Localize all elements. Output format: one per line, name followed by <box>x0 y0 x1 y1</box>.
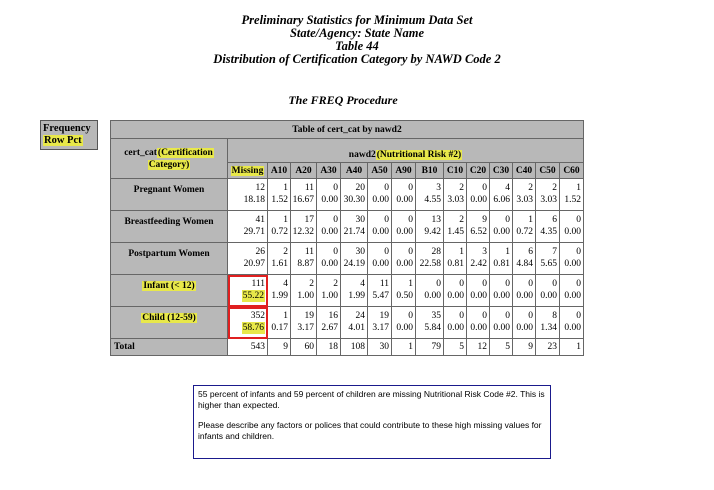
cell-row-pct: 0.00 <box>396 195 413 205</box>
cell-frequency: 0 <box>459 311 464 321</box>
total-cell: 60 <box>291 339 317 356</box>
cell-frequency: 7 <box>552 247 557 257</box>
table-cell <box>467 179 490 211</box>
table-cell <box>228 211 268 243</box>
cell-frequency: 1 <box>459 247 464 257</box>
cell-row-pct: 1.34 <box>540 323 557 333</box>
cell-frequency: 4 <box>505 183 510 193</box>
table-cell <box>467 243 490 275</box>
cell-frequency: 8 <box>552 311 557 321</box>
table-caption: Table of cert_cat by nawd2 <box>111 121 584 139</box>
table-cell <box>513 179 536 211</box>
cell-row-pct: 4.01 <box>348 323 365 333</box>
cell-row-pct: 0.00 <box>470 323 487 333</box>
cell-row-pct: 0.81 <box>493 259 510 269</box>
cell-row-pct: 9.42 <box>424 227 441 237</box>
row-variable-label-2: Category) <box>148 159 190 170</box>
cell-frequency: 0 <box>576 247 581 257</box>
cell-frequency: 1 <box>505 247 510 257</box>
cell-frequency: 26 <box>255 247 265 257</box>
cell-frequency: 0 <box>384 215 389 225</box>
cell-frequency: 16 <box>328 311 338 321</box>
column-header: A90 <box>392 163 416 179</box>
cell-row-pct: 0.00 <box>424 291 441 301</box>
table-row <box>111 179 584 211</box>
cell-frequency: 20 <box>355 183 365 193</box>
cell-frequency: 4 <box>360 279 365 289</box>
cell-frequency: 9 <box>482 215 487 225</box>
cell-frequency: 0 <box>384 183 389 193</box>
column-header: C60 <box>560 163 584 179</box>
table-cell <box>268 243 291 275</box>
cell-frequency: 3 <box>436 183 441 193</box>
cell-row-pct: 0.00 <box>372 259 389 269</box>
cell-row-pct: 20.97 <box>243 259 265 269</box>
cell-frequency: 2 <box>459 183 464 193</box>
cell-frequency: 1 <box>408 279 413 289</box>
cell-row-pct: 0.00 <box>396 323 413 333</box>
cell-row-pct: 0.00 <box>516 323 533 333</box>
table-cell <box>341 179 368 211</box>
table-cell <box>467 275 490 307</box>
cell-row-pct: 2.42 <box>470 259 487 269</box>
table-cell <box>490 307 513 339</box>
cell-frequency: 2 <box>333 279 338 289</box>
total-cell: 79 <box>416 339 444 356</box>
table-cell <box>228 275 268 307</box>
cell-frequency: 0 <box>482 279 487 289</box>
cell-frequency: 12 <box>255 183 265 193</box>
state-agency-line: State/Agency: State Name <box>289 26 424 40</box>
table-cell <box>291 179 317 211</box>
cell-row-pct: 0.81 <box>447 259 464 269</box>
cell-frequency: 1 <box>283 311 288 321</box>
cell-frequency: 11 <box>379 279 389 289</box>
table-cell <box>341 243 368 275</box>
table-cell <box>560 179 584 211</box>
table-row <box>111 307 584 339</box>
cell-legend <box>40 120 98 150</box>
table-cell <box>317 243 341 275</box>
table-cell <box>368 275 392 307</box>
table-cell <box>416 275 444 307</box>
cell-frequency: 1 <box>576 183 581 193</box>
cell-row-pct: 0.00 <box>540 291 557 301</box>
cell-frequency: 2 <box>552 183 557 193</box>
table-cell <box>560 307 584 339</box>
table-cell <box>490 179 513 211</box>
total-cell: 108 <box>341 339 368 356</box>
cell-row-pct: 21.74 <box>343 227 365 237</box>
cell-row-pct: 1.00 <box>297 291 314 301</box>
table-cell <box>268 307 291 339</box>
cell-row-pct: 18.18 <box>243 195 265 205</box>
cell-frequency: 19 <box>304 311 314 321</box>
table-cell <box>490 243 513 275</box>
table-cell <box>341 211 368 243</box>
cell-row-pct: 3.17 <box>372 323 389 333</box>
cell-row-pct: 0.50 <box>396 291 413 301</box>
column-variable-label: (Nutritional Risk #2) <box>376 150 462 160</box>
table-cell <box>228 243 268 275</box>
crosstab-table <box>110 120 584 356</box>
cell-row-pct: 12.32 <box>292 227 314 237</box>
cell-row-pct: 16.67 <box>292 195 314 205</box>
table-cell <box>341 275 368 307</box>
cell-row-pct: 1.45 <box>447 227 464 237</box>
table-cell <box>392 211 416 243</box>
cell-row-pct: 0.17 <box>271 323 288 333</box>
table-number: Table 44 <box>335 39 379 53</box>
cell-row-pct: 0.00 <box>470 291 487 301</box>
cell-frequency: 0 <box>333 183 338 193</box>
total-cell: 9 <box>268 339 291 356</box>
comment-box <box>193 385 551 459</box>
cell-row-pct: 1.00 <box>321 291 338 301</box>
table-row <box>111 243 584 275</box>
table-cell <box>444 243 467 275</box>
cell-frequency: 0 <box>576 279 581 289</box>
row-variable-label: (Certification <box>157 147 213 158</box>
cell-frequency: 0 <box>408 247 413 257</box>
cell-row-pct: 0.00 <box>447 291 464 301</box>
procedure-title: The FREQ Procedure <box>288 93 398 107</box>
total-cell: 5 <box>444 339 467 356</box>
cell-row-pct: 0.72 <box>271 227 288 237</box>
table-cell <box>536 307 560 339</box>
cell-frequency: 30 <box>355 247 365 257</box>
table-cell <box>416 243 444 275</box>
cell-row-pct: 0.00 <box>372 227 389 237</box>
cell-row-pct: 6.06 <box>493 195 510 205</box>
table-cell <box>392 275 416 307</box>
cell-row-pct: 0.00 <box>564 227 581 237</box>
cell-frequency: 0 <box>482 311 487 321</box>
cell-row-pct: 55.22 <box>242 291 264 301</box>
cell-row-pct: 0.00 <box>321 227 338 237</box>
table-cell <box>444 179 467 211</box>
cell-row-pct: 0.00 <box>396 227 413 237</box>
column-variable-header <box>228 139 584 163</box>
cell-row-pct: 3.03 <box>540 195 557 205</box>
total-cell: 23 <box>536 339 560 356</box>
table-cell <box>317 307 341 339</box>
cell-row-pct: 4.55 <box>424 195 441 205</box>
column-variable-name: nawd2 <box>348 150 376 160</box>
cell-frequency: 2 <box>283 247 288 257</box>
comment-text-1: 55 percent of infants and 59 percent of children are missing Nutritional Risk Code #2. This is higher than expected. <box>198 389 545 410</box>
table-cell <box>368 179 392 211</box>
legend-frequency: Frequency <box>43 123 91 134</box>
cell-frequency: 17 <box>304 215 314 225</box>
row-variable-name: cert_cat <box>124 147 157 158</box>
table-row <box>111 211 584 243</box>
cell-row-pct: 1.52 <box>271 195 288 205</box>
row-label: Breastfeeding Women <box>111 211 228 243</box>
row-label: Postpartum Women <box>111 243 228 275</box>
cell-row-pct: 5.84 <box>424 323 441 333</box>
table-cell <box>368 211 392 243</box>
cell-frequency: 0 <box>333 247 338 257</box>
table-cell <box>368 243 392 275</box>
cell-row-pct: 0.00 <box>470 195 487 205</box>
table-cell <box>536 211 560 243</box>
cell-frequency: 28 <box>431 247 441 257</box>
cell-frequency: 2 <box>459 215 464 225</box>
column-header: C50 <box>536 163 560 179</box>
table-cell <box>467 307 490 339</box>
report-title: Preliminary Statistics for Minimum Data Set <box>241 13 473 27</box>
cell-row-pct: 4.35 <box>540 227 557 237</box>
cell-frequency: 41 <box>255 215 265 225</box>
table-cell <box>291 275 317 307</box>
cell-frequency: 3 <box>482 247 487 257</box>
total-cell: 543 <box>228 339 268 356</box>
table-cell <box>490 275 513 307</box>
cell-frequency: 11 <box>304 247 314 257</box>
cell-row-pct: 1.99 <box>348 291 365 301</box>
column-header: B10 <box>416 163 444 179</box>
cell-row-pct: 4.84 <box>516 259 533 269</box>
table-cell <box>416 211 444 243</box>
column-header: A50 <box>368 163 392 179</box>
cell-frequency: 0 <box>528 279 533 289</box>
table-cell <box>291 243 317 275</box>
cell-row-pct: 5.65 <box>540 259 557 269</box>
row-label: Child (12-59) <box>111 307 228 339</box>
cell-frequency: 4 <box>283 279 288 289</box>
cell-frequency: 0 <box>333 215 338 225</box>
table-cell <box>444 211 467 243</box>
cell-row-pct: 0.00 <box>372 195 389 205</box>
cell-frequency: 30 <box>355 215 365 225</box>
cell-frequency: 24 <box>355 311 365 321</box>
cell-row-pct: 30.30 <box>343 195 365 205</box>
cell-frequency: 0 <box>384 247 389 257</box>
table-cell <box>444 307 467 339</box>
comment-text-2: Please describe any factors or polices that could contribute to these high missing values for infants and children. <box>198 420 542 441</box>
table-cell <box>416 179 444 211</box>
table-cell <box>560 211 584 243</box>
cell-frequency: 0 <box>576 215 581 225</box>
table-cell <box>268 275 291 307</box>
cell-frequency: 1 <box>283 183 288 193</box>
cell-row-pct: 1.61 <box>271 259 288 269</box>
total-row <box>111 339 584 356</box>
cell-row-pct: 6.52 <box>470 227 487 237</box>
table-cell <box>513 211 536 243</box>
cell-row-pct: 2.67 <box>321 323 338 333</box>
cell-row-pct: 0.72 <box>516 227 533 237</box>
total-cell: 18 <box>317 339 341 356</box>
cell-frequency: 11 <box>304 183 314 193</box>
table-cell <box>291 211 317 243</box>
cell-frequency: 0 <box>552 279 557 289</box>
cell-frequency: 0 <box>436 279 441 289</box>
table-cell <box>560 243 584 275</box>
table-cell <box>268 179 291 211</box>
cell-frequency: 0 <box>459 279 464 289</box>
cell-row-pct: 58.76 <box>242 323 264 333</box>
table-cell <box>536 275 560 307</box>
total-cell: 1 <box>560 339 584 356</box>
column-header: C40 <box>513 163 536 179</box>
cell-row-pct: 24.19 <box>343 259 365 269</box>
table-cell <box>228 307 268 339</box>
table-cell <box>268 211 291 243</box>
report-titles <box>0 14 714 66</box>
cell-row-pct: 0.00 <box>564 291 581 301</box>
table-title: Distribution of Certification Category by NAWD Code 2 <box>213 52 501 66</box>
cell-frequency: 0 <box>482 183 487 193</box>
table-cell <box>392 179 416 211</box>
cell-row-pct: 29.71 <box>243 227 265 237</box>
cell-frequency: 0 <box>408 311 413 321</box>
cell-frequency: 0 <box>408 215 413 225</box>
cell-row-pct: 0.00 <box>564 323 581 333</box>
table-cell <box>416 307 444 339</box>
table-cell <box>317 275 341 307</box>
cell-frequency: 6 <box>528 247 533 257</box>
cell-row-pct: 3.03 <box>516 195 533 205</box>
cell-frequency: 0 <box>505 279 510 289</box>
cell-frequency: 13 <box>431 215 441 225</box>
table-cell <box>536 179 560 211</box>
total-cell: 5 <box>490 339 513 356</box>
table-cell <box>392 243 416 275</box>
column-header: A30 <box>317 163 341 179</box>
cell-row-pct: 0.00 <box>321 195 338 205</box>
column-header: C10 <box>444 163 467 179</box>
row-variable-header <box>111 139 228 179</box>
cell-row-pct: 0.00 <box>321 259 338 269</box>
cell-frequency: 0 <box>408 183 413 193</box>
cell-row-pct: 0.00 <box>447 323 464 333</box>
total-cell: 30 <box>368 339 392 356</box>
table-cell <box>291 307 317 339</box>
cell-frequency: 111 <box>251 279 265 289</box>
row-label: Pregnant Women <box>111 179 228 211</box>
total-cell: 9 <box>513 339 536 356</box>
table-cell <box>368 307 392 339</box>
total-cell: 1 <box>392 339 416 356</box>
cell-row-pct: 0.00 <box>396 259 413 269</box>
total-cell: 12 <box>467 339 490 356</box>
table-cell <box>317 179 341 211</box>
table-cell <box>341 307 368 339</box>
cell-row-pct: 22.58 <box>419 259 441 269</box>
cell-frequency: 19 <box>379 311 389 321</box>
total-label: Total <box>111 339 228 356</box>
table-cell <box>513 243 536 275</box>
cell-frequency: 35 <box>431 311 441 321</box>
table-row <box>111 275 584 307</box>
cell-frequency: 0 <box>505 311 510 321</box>
column-header: A20 <box>291 163 317 179</box>
cell-row-pct: 0.00 <box>493 291 510 301</box>
cell-row-pct: 0.00 <box>493 323 510 333</box>
row-label: Infant (< 12) <box>111 275 228 307</box>
column-header: A40 <box>341 163 368 179</box>
table-cell <box>444 275 467 307</box>
column-header: C30 <box>490 163 513 179</box>
legend-row-pct: Row Pct <box>44 135 82 146</box>
cell-frequency: 6 <box>552 215 557 225</box>
table-cell <box>560 275 584 307</box>
table-cell <box>228 179 268 211</box>
cell-frequency: 1 <box>283 215 288 225</box>
cell-frequency: 2 <box>528 183 533 193</box>
cell-frequency: 2 <box>309 279 314 289</box>
cell-row-pct: 5.47 <box>372 291 389 301</box>
column-header: C20 <box>467 163 490 179</box>
table-cell <box>513 275 536 307</box>
column-header: A10 <box>268 163 291 179</box>
cell-row-pct: 1.52 <box>564 195 581 205</box>
cell-row-pct: 3.03 <box>447 195 464 205</box>
table-cell <box>317 211 341 243</box>
cell-row-pct: 0.00 <box>564 259 581 269</box>
cell-row-pct: 3.17 <box>297 323 314 333</box>
table-cell <box>392 307 416 339</box>
cell-frequency: 352 <box>250 311 265 321</box>
cell-frequency: 0 <box>505 215 510 225</box>
column-header: Missing <box>228 163 268 179</box>
table-cell <box>513 307 536 339</box>
cell-row-pct: 8.87 <box>297 259 314 269</box>
cell-row-pct: 0.00 <box>516 291 533 301</box>
table-cell <box>467 211 490 243</box>
cell-frequency: 1 <box>528 215 533 225</box>
cell-row-pct: 1.99 <box>271 291 288 301</box>
cell-frequency: 0 <box>528 311 533 321</box>
cell-row-pct: 0.00 <box>493 227 510 237</box>
table-cell <box>536 243 560 275</box>
cell-frequency: 0 <box>576 311 581 321</box>
table-cell <box>490 211 513 243</box>
